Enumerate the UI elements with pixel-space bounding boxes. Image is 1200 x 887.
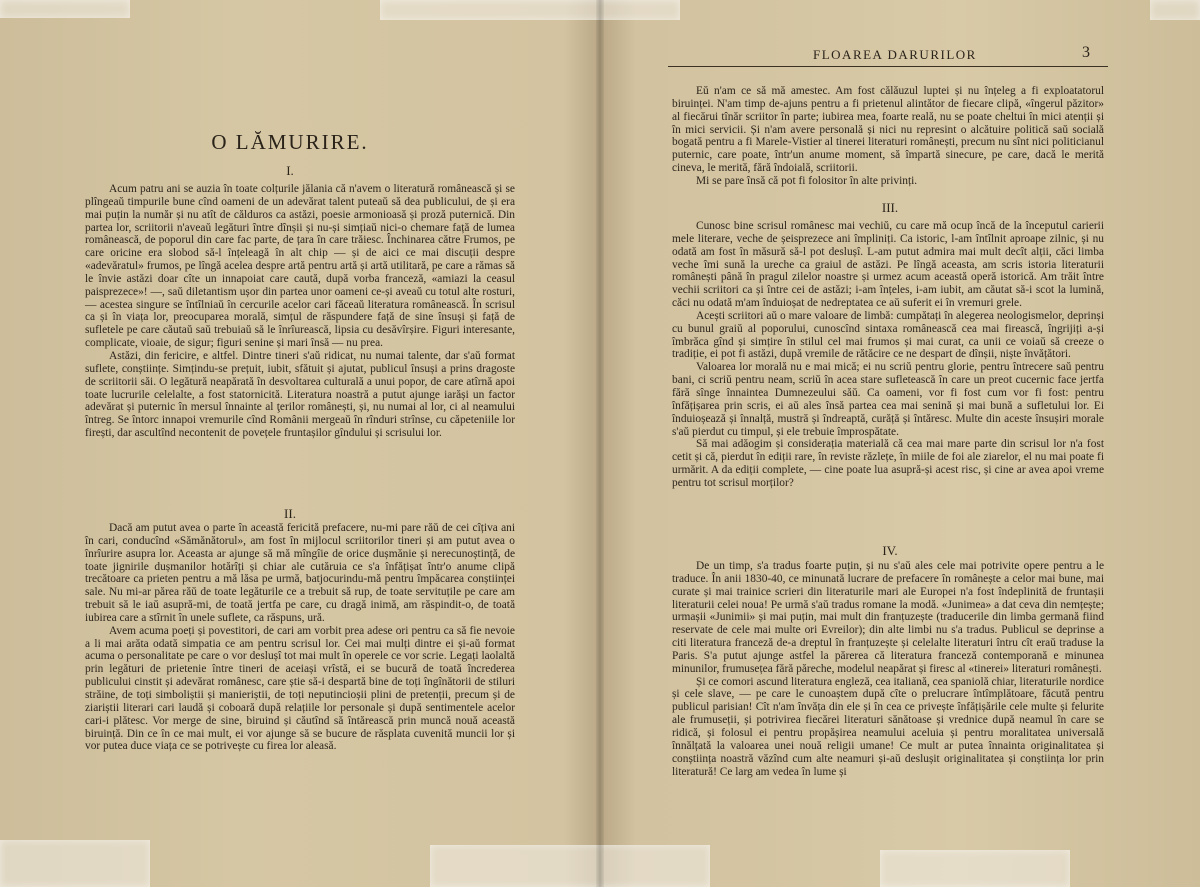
paragraph: Și ce comori ascund literatura engleză, cea italiană, cea spaniolă chiar, literaturile nordice și cele slave, — pe care le cunoaștem după cîte o prelucrare întîmplătoare, făcută pentru publicul parisian! Cît n'am învăța din ele și în cea ce privește înfățișările cele multe și felurite ale frumuseții, și potrivirea fiecărei literaturi sănătoase și vrednice după neamul în care se ridică, și folosul ei pentru propășirea neamului aceluia și pentru moralitatea universală înnălțată la valoarea unei nouă religii umane! Ce mult ar putea înnainta originalitatea și conștiința noastră văzînd cum alte neamuri și-aŭ deslușit originalitatea și conștiința lor prin literatură! Ce larg am vedea în lume și (672, 675, 1104, 778)
journal-title: FLOAREA DARURILOR (813, 47, 977, 62)
paragraph: Acești scriitori aŭ o mare valoare de limbă: cumpătați în alegerea neologismelor, deprinși cu bunul graiŭ al poporului, cunoscînd sintaxa românească cea mai firească, îngrijiți a-și îmbrăca gînd și simțire în stilul cel mai frumos și mai curat, ca unii ce voiaŭ să creeze o tradiție, ei pot fi astăzi, după vremile de rătăcire ce ne despart de dînșii, niște învățători. (672, 309, 1104, 361)
section-numeral: II. (284, 506, 296, 521)
paragraph: Valoarea lor morală nu e mai mică; ei nu scriŭ pentru glorie, pentru întrecere saŭ pentru bani, ci scriŭ pentru neam, scriŭ în acea stare sufletească în care un preot cucernic face jertfa fără sînge înnaintea Dumnezeului săŭ. Ca oameni, vor fi fost cum vor fi fost: pentru înfățișarea prin scris, ei aŭ ales însă partea cea mai senină și mai bună a sufletului lor. Ei înduioșează și înnalță, mustră și îndreaptă, curăță și întăresc. Multe din aceste însușiri morale s'aŭ pierdut cu timpul, și ele trebuie împrospătate. (672, 361, 1104, 438)
section-numeral: I. (286, 163, 294, 178)
running-head (668, 46, 1108, 67)
section-continued-text (672, 85, 1104, 188)
section-2-text (85, 522, 515, 753)
section-4-text (672, 560, 1104, 778)
section-numeral: IV. (882, 543, 898, 558)
article-title: O LĂMURIRE. (211, 130, 369, 154)
paragraph: De un timp, s'a tradus foarte puțin, și nu s'aŭ ales cele mai potrivite opere pentru a le traduce. În anii 1830-40, ce minunată lucrare de prefacere în românește a celor mai bune, mai curate și mai trainice scrieri din literaturile mari ale Europei n'a fost îndeplinită de fruntașii literaturii celei noua! Pe urmă s'aŭ tradus romane la modă. «Junimea» a dat ceva din nemțește; urmașii «Junimii» și mai puțin, mai mult din franțuzește (traducerile din limba germană fiind reservate de cele mai multe ori Evreilor); din alte limbi nu s'a tradus. Publicul se deprinse a citi literatura franceză de-a dreptul în franțuzește și celelalte literaturi întru cît eraŭ traduse la Paris. S'a putut ajunge astfel la părerea că literatura franceză contemporană e minunea minunilor, frumusețea fără păreche, modelul neapărat și firesc al «tinerei» literaturi românești. (672, 560, 1104, 675)
paragraph: Dacă am putut avea o parte în această fericită prefacere, nu-mi pare răŭ de cei cîțiva ani în cari, conducînd «Sămănătorul», am fost în mijlocul scriitorilor tineri și am putut avea o înrîurire asupra lor. Aceasta ar ajunge să mă mîngîie de orice dușmănie și nerecunoștință, de toate jignirile dușmanilor hotărîți și chiar ale cutăruia ce s'a înfățișat într'o anume clipă trecătoare ca prieten pentru a mă lăsa pe urmă, batjocurindu-mă pentru împăcarea conștiinței sale. Nu mi-ar părea răŭ de toate legăturile ce a trebuit să rup, de toate servituțile pe care am trebuit să le iaŭ asupră-mi, de toată jertfa pe care, cu dragă inimă, am răspindit-o, de toată iubirea care a stîrnit în unele suflete, ca răspuns, ură. (85, 522, 515, 624)
right-page (600, 0, 1200, 887)
page-number: 3 (1082, 44, 1090, 61)
paragraph: Astăzi, din fericire, e altfel. Dintre tineri s'aŭ ridicat, nu numai talente, dar s'aŭ format suflete, conștiințe. Simțindu-se prețuit, iubit, sfătuit și ajutat, publicul însuși a prins dragoste de scriitorii săi. O legătură neapărată în desvoltarea culturală a unui popor, de care atîrnă apoi toate lucrurile celelalte, a fost statornicită. Literatura noastră a putut ajunge iarăși un factor adevărat și puternic în mersul înnainte al ţerilor românești, și, nu numai al lor, ci al neamului întreg. Se întorc innapoi vremurile cînd Românii mergeaŭ în rînduri strînse, cu căpeteniile lor firești, dar ascultînd necontenit de povețele fruntașilor gîndului și scrisului lor. (85, 349, 515, 440)
paragraph: Eŭ n'am ce să mă amestec. Am fost călăuzul luptei și nu înțeleg a fi exploatatorul biruinței. N'am timp de-ajuns pentru a fi prietenul alintător de fiecare clipă, «îngerul păzitor» al fiecărui tînăr scriitor în parte; iubirea mea, foarte reală, nu se poate cheltui în mici atenții și în mici servicii. Și n'am avere personală și nici nu represint o alcătuire politică saŭ socială bogată pentru a fi Marele-Vistier al tinerei literaturi românești, precum nu sînt nici politicianul puternic, care poate, într'un anume moment, să împartă sinecure, pe care, dacă le merită cineva, le merită, fără îndoială, scriitorii. (672, 85, 1104, 175)
paragraph: Mi se pare însă că pot fi folositor în alte privinți. (696, 174, 918, 187)
paragraph: Avem acuma poeți și povestitori, de cari am vorbit prea adese ori pentru ca să fie nevoie a li mai arăta odată simpatia ce am pentru scrisul lor. Cei mai mulți dintre ei și-aŭ format acuma o personalitate pe care o vor deslușî tot mai mult în operele ce vor scrie. Legați laolaltă prin legături de prietenie între tineri de aceiași vrîstă, ei se bucură de toată încrederea publicului cinstit și adevărat românesc, care știe să-i despartă bine de toți îngînătorii de stiluri străine, de toți simboliștii și manieriștii, de toți neputincioșii plini de pretenții, precum și de ziariștii literari cari laudă și coboară după relațiile lor personale și după sentimentele acelor cari-i plătesc. Vor merge de sine, biruind și căutînd să întărească prin muncă nouă această biruință. Din ce în ce mai mult, ei vor ajunge să se bucure de răsplata cuvenită muncii lor și vor putea duce viața ce se potrivește cu firea lor aleasă. (85, 624, 515, 753)
section-numeral: III. (881, 200, 899, 215)
section-1-text (85, 183, 515, 440)
paragraph: Acum patru ani se auzia în toate colțurile jălania că n'avem o literatură românească și se plîngeaŭ timpurile bune cînd oameni de un adevărat talent puteaŭ să dea publicului, de și era mai puțin la număr și nu atît de călduros ca astăzi, poesie armonioasă și proză puternică. Din partea lor, scriitorii n'aveaŭ legături între dînșii și nu-și simțiaŭ nici-o chemare față de lumea românească, de poporul din care fac parte, de țara în care trăiesc. Închinarea către Frumos, pe care oricine era slobod să-l înțeleagă în alt chip — și de aici ce mai discuții despre «adevăratul» frumos, pe lîngă acelea despre artă pentru artă și artă utilitară, pe care a rămas să le învie astăzi doar cîte un innapoiat care caută, după vorba franceză, «amiazi la ceasul paisprezece»! —, saŭ diletantism ușor din partea unor oameni ce-și aveaŭ cu totul alte rosturi, — acestea singure se întîlniaŭ în cercurile acelor cari făceaŭ literatura românească. În scrisul ca și în viața lor, preocuparea morală, simțul de răspundere față de sine însuși și față de sufletele pe care căutaŭ saŭ trebuiaŭ să le înrîurească, lipsia cu desăvîrșire. Figuri interesante, complicate, vioaie, de sigur; figuri senine și mari însă — nu prea. (85, 183, 515, 350)
paragraph: Cunosc bine scrisul românesc mai vechiŭ, cu care mă ocup încă de la începutul carierii mele literare, veche de șeisprezece ani împliniți. Ca istoric, l-am întîlnit aproape zilnic, și nu odată am fost în măsură să-l pot deslușî. L-am putut admira mai mult decît alții, căci limba veche îmi sună la ureche ca graiul de astăzi. Pe lîngă aceasta, am scris istoria literaturii românești până în pragul zilelor noastre și urmez acum această operă istorică. Am trăit între vechii scriitori ca și între cei de astăzi; i-am înțeles, i-am iubit, am căutat să-i scot la lumină, căci nu odată m'am înduioșat de nedreptatea ce aŭ suferit ei în vremuri grele. (672, 220, 1104, 310)
paragraph: Să mai adăogim și considerația materială că cea mai mare parte din scrisul lor n'a fost cetit și că, pierdut în ediții rare, în reviste răzlețe, în miile de foi ale ziarelor, el nu mai poate fi urmărit. A da ediții complete, — cine poate lua asupră-și acest risc, și cine ar avea apoi vreme pentru tot scrisul morților? (672, 438, 1104, 489)
section-3-text (672, 220, 1104, 490)
